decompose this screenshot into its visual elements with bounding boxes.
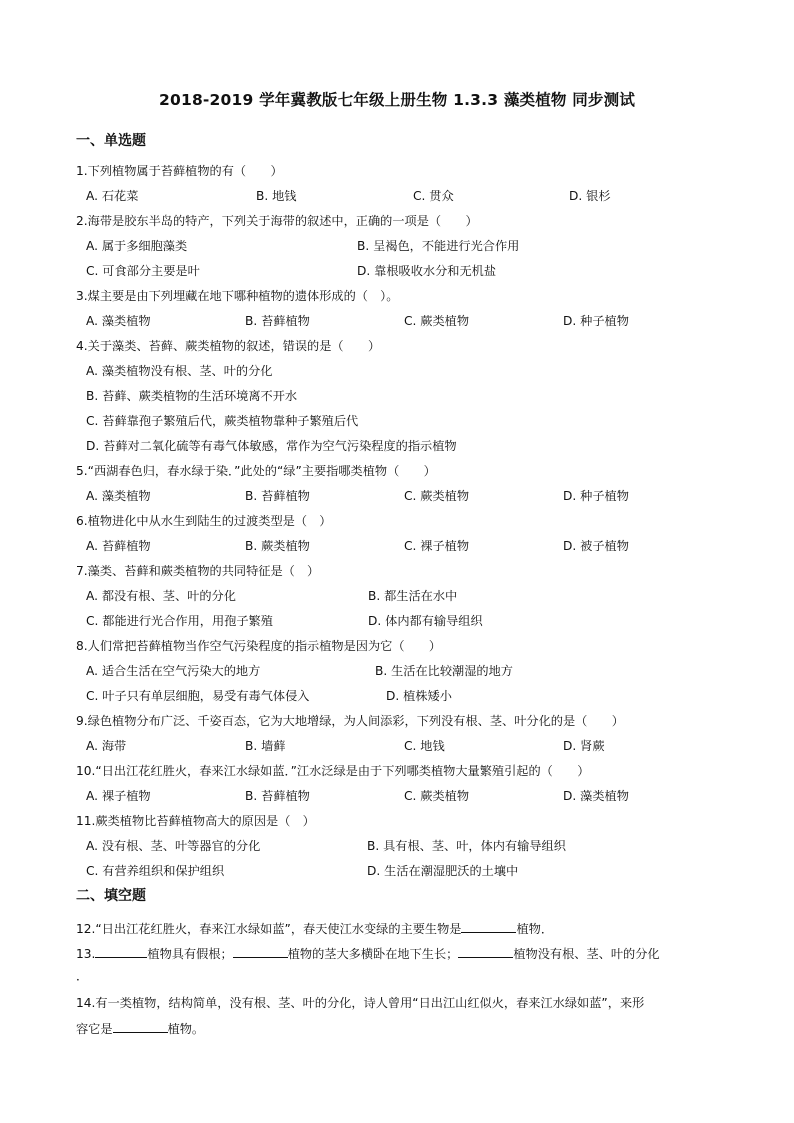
question-stem: 9.绿色植物分布广泛、千姿百态，它为大地增绿，为人间添彩，下列没有根、茎、叶分化的是（ ） — [76, 714, 624, 728]
section-heading-fill-blank: 二、填空题 — [76, 888, 146, 904]
option: C. 有营养组织和保护组织 — [86, 864, 225, 878]
question-stem: 7.藻类、苔藓和蕨类植物的共同特征是（ ） — [76, 564, 320, 578]
question-text: 12.“日出江花红胜火，春来江水绿如蓝”，春天使江水变绿的主要生物是 — [76, 922, 462, 936]
option: D. 种子植物 — [563, 489, 629, 503]
fill-question-line: 14.有一类植物，结构简单，没有根、茎、叶的分化，诗人曾用“日出江山红似火，春来江水绿如蓝”，来形 — [76, 996, 645, 1010]
option: C. 蕨类植物 — [404, 314, 470, 328]
option: D. 被子植物 — [563, 539, 629, 553]
option: A. 没有根、茎、叶等器官的分化 — [86, 839, 261, 853]
question-stem: 11.蕨类植物比苔藓植物高大的原因是（ ） — [76, 814, 315, 828]
option: B. 具有根、茎、叶，体内有输导组织 — [367, 839, 566, 853]
question-text: 13. — [76, 947, 96, 961]
document-title: 2018-2019 学年冀教版七年级上册生物 1.3.3 藻类植物 同步测试 — [158, 91, 636, 109]
option: C. 裸子植物 — [404, 539, 470, 553]
option: D. 体内都有输导组织 — [368, 614, 483, 628]
option: A. 属于多细胞藻类 — [86, 239, 188, 253]
option: A. 都没有根、茎、叶的分化 — [86, 589, 236, 603]
answer-blank[interactable] — [461, 920, 516, 933]
question-stem: 6.植物进化中从水生到陆生的过渡类型是（ ） — [76, 514, 332, 528]
answer-blank[interactable] — [233, 945, 288, 958]
option: B. 苔藓植物 — [245, 314, 310, 328]
question-text: 植物的茎大多横卧在地下生长； — [287, 947, 459, 961]
option: A. 石花菜 — [86, 189, 139, 203]
option: C. 都能进行光合作用，用孢子繁殖 — [86, 614, 273, 628]
option: D. 种子植物 — [563, 314, 629, 328]
option: C. 贯众 — [413, 189, 454, 203]
question-text: 容它是 — [76, 1022, 113, 1036]
option: C. 蕨类植物 — [404, 489, 470, 503]
answer-blank[interactable] — [95, 945, 147, 958]
option: D. 藻类植物 — [563, 789, 629, 803]
question-text: 植物具有假根； — [147, 947, 233, 961]
option: D. 靠根吸收水分和无机盐 — [357, 264, 497, 278]
option: A. 藻类植物 — [86, 314, 151, 328]
option: A. 海带 — [86, 739, 127, 753]
option: B. 墙藓 — [245, 739, 286, 753]
question-text: 植物． — [516, 922, 554, 936]
question-stem: 4.关于藻类、苔藓、蕨类植物的叙述，错误的是（ ） — [76, 339, 381, 353]
question-stem: 3.煤主要是由下列埋藏在地下哪种植物的遗体形成的（ ）。 — [76, 289, 399, 303]
option: B. 呈褐色，不能进行光合作用 — [357, 239, 520, 253]
option: C. 苔藓靠孢子繁殖后代，蕨类植物靠种子繁殖后代 — [86, 414, 359, 428]
question-stem: 1.下列植物属于苔藓植物的有（ ） — [76, 164, 283, 178]
option: B. 都生活在水中 — [368, 589, 458, 603]
question-stem: 2.海带是胶东半岛的特产，下列关于海带的叙述中，正确的一项是（ ） — [76, 214, 478, 228]
option: D. 肾蕨 — [563, 739, 605, 753]
question-text: 植物。 — [167, 1022, 205, 1036]
question-tail: ． — [76, 969, 89, 983]
option: C. 叶子只有单层细胞，易受有毒气体侵入 — [86, 689, 310, 703]
option: B. 苔藓植物 — [245, 489, 310, 503]
option: B. 苔藓、蕨类植物的生活环境离不开水 — [86, 389, 298, 403]
answer-blank[interactable] — [113, 1020, 168, 1033]
option: B. 苔藓植物 — [245, 789, 310, 803]
option: D. 生活在潮湿肥沃的土壤中 — [367, 864, 519, 878]
fill-question — [76, 920, 553, 937]
question-stem: 5.“西湖春色归，春水绿于染．”此处的“绿”主要指哪类植物（ ） — [76, 464, 436, 478]
option: A. 适合生活在空气污染大的地方 — [86, 664, 261, 678]
option: D. 苔藓对二氧化硫等有毒气体敏感，常作为空气污染程度的指示植物 — [86, 439, 457, 453]
option: A. 裸子植物 — [86, 789, 151, 803]
option: A. 藻类植物没有根、茎、叶的分化 — [86, 364, 273, 378]
question-stem: 8.人们常把苔藓植物当作空气污染程度的指示植物是因为它（ ） — [76, 639, 442, 653]
question-stem: 10.“日出江花红胜火，春来江水绿如蓝．”江水泛绿是由于下列哪类植物大量繁殖引起的（ ） — [76, 764, 590, 778]
option: C. 可食部分主要是叶 — [86, 264, 200, 278]
question-text: 植物没有根、茎、叶的分化 — [513, 947, 660, 961]
answer-blank[interactable] — [458, 945, 513, 958]
option: D. 植株矮小 — [386, 689, 452, 703]
option: B. 蕨类植物 — [245, 539, 310, 553]
option: B. 生活在比较潮湿的地方 — [375, 664, 513, 678]
option: A. 藻类植物 — [86, 489, 151, 503]
option: A. 苔藓植物 — [86, 539, 151, 553]
section-heading-single-choice: 一、单选题 — [76, 133, 146, 149]
option: C. 蕨类植物 — [404, 789, 470, 803]
fill-question — [76, 1020, 204, 1037]
fill-question — [76, 945, 660, 962]
option: D. 银杉 — [569, 189, 611, 203]
option: C. 地钱 — [404, 739, 445, 753]
option: B. 地钱 — [256, 189, 297, 203]
